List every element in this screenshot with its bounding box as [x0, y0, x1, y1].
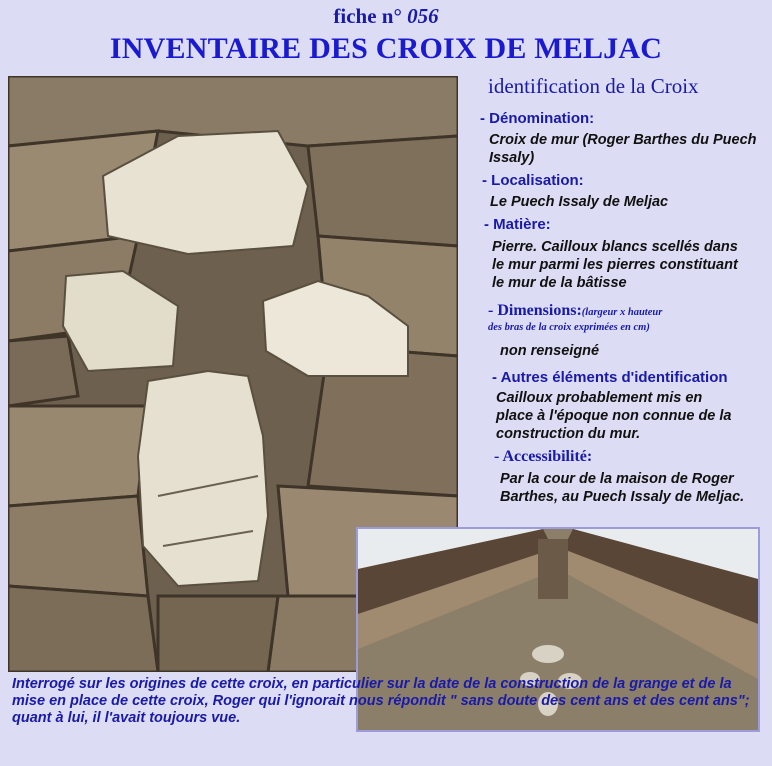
dimensions-note-1: (largeur x hauteur — [581, 307, 663, 318]
caption-text: Interrogé sur les origines de cette croix, en particulier sur la date de la construction de la grange et de la mise en place de cette croix, Roger qui l'ignorait nous répondit " sans doute des cent ans et des cent ans"; quant à lui, il l'avait toujours vue. — [12, 676, 750, 726]
autres-value: Cailloux probablement mis en place à l'époque non connue de la construction du mur. — [496, 390, 732, 442]
page-title: INVENTAIRE DES CROIX DE MELJAC — [109, 32, 663, 65]
localisation-value: Le Puech Issaly de Meljac — [490, 194, 669, 210]
fiche-number-value: 056 — [407, 4, 439, 28]
section-subtitle: identification de la Croix — [488, 74, 699, 98]
fiche-number — [0, 4, 772, 29]
matiere-value: Pierre. Cailloux blancs scellés dans le mur parmi les pierres constituant le mur de la bâtisse — [492, 239, 738, 291]
matiere-label: - Matière: — [484, 216, 551, 233]
autres-label: - Autres éléments d'identification — [492, 369, 728, 386]
accessibilite-value: Par la cour de la maison de Roger Barthes, au Puech Issaly de Meljac. — [500, 471, 745, 505]
dimensions-label: - Dimensions:(largeur x hauteur — [488, 302, 663, 319]
fiche-label: fiche n° — [333, 4, 402, 28]
denomination-value: Croix de mur (Roger Barthes du Puech Issaly) — [489, 132, 757, 166]
dimensions-value: non renseigné — [500, 343, 600, 359]
dimensions-note-2: des bras de la croix exprimées en cm) — [488, 322, 650, 333]
localisation-label: - Localisation: — [482, 172, 584, 189]
denomination-label: - Dénomination: — [480, 110, 595, 127]
accessibilite-label: - Accessibilité: — [494, 448, 593, 465]
